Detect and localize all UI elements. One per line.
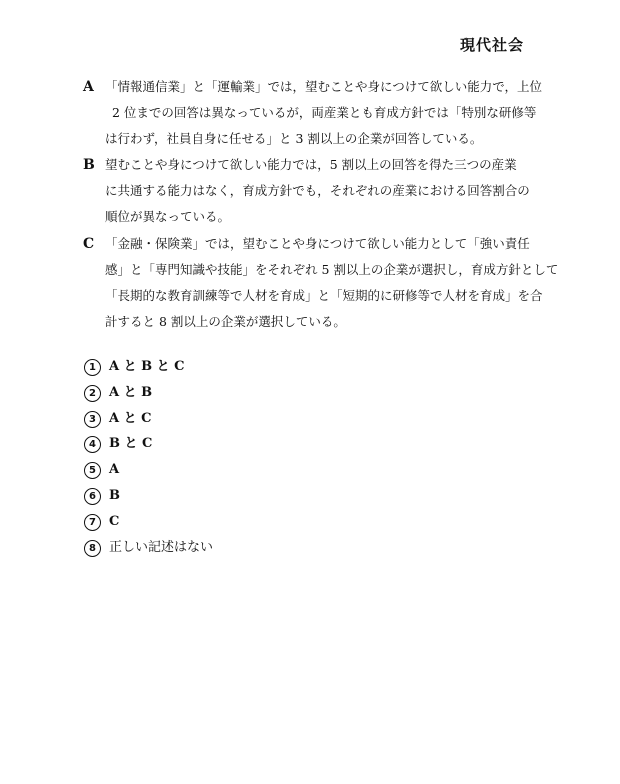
statement-line: 順位が異なっている。 <box>105 209 231 224</box>
statement-letter: A <box>83 79 94 95</box>
option-text: 正しい記述はない <box>109 540 214 555</box>
statement-line: 「金融・保険業」では，望むことや身につけて欲しい能力として「強い責任 <box>105 236 530 251</box>
option-text: B <box>109 488 120 503</box>
option-number-icon: 8 <box>84 540 101 557</box>
option-number-icon: 2 <box>84 385 101 402</box>
subject-title: 現代社会 <box>459 36 524 54</box>
option-number-icon: 6 <box>84 488 101 505</box>
option-number-icon: 3 <box>84 411 101 428</box>
option-number-icon: 5 <box>84 462 101 479</box>
statement-letter: B <box>83 157 95 173</box>
statement-line: 2 位までの回答は異なっているが，両産業とも育成方針では「特別な研修等 <box>112 105 537 120</box>
option-text: C <box>109 514 120 529</box>
statement-line: は行わず，社員自身に任せる」と 3 割以上の企業が回答している。 <box>105 131 483 146</box>
option-text: A <box>109 462 120 477</box>
statement-line: 望むことや身につけて欲しい能力では，5 割以上の回答を得た三つの産業 <box>105 157 517 172</box>
option-number-icon: 4 <box>84 436 101 453</box>
option-text: A と C <box>109 411 152 426</box>
statement-letter: C <box>83 236 95 252</box>
option-text: B と C <box>109 436 153 451</box>
statement-line: 計すると 8 割以上の企業が選択している。 <box>105 314 346 329</box>
option-number-icon: 1 <box>84 359 101 376</box>
statement-line: に共通する能力はなく，育成方針でも，それぞれの産業における回答割合の <box>105 183 530 198</box>
option-number-icon: 7 <box>84 514 101 531</box>
statement-line: 感」と「専門知識や技能」をそれぞれ 5 割以上の企業が選択し，育成方針として <box>105 262 559 277</box>
option-text: A と B と C <box>109 359 185 374</box>
option-text: A と B <box>109 385 153 400</box>
statement-line: 「長期的な教育訓練等で人材を育成」と「短期的に研修等で人材を育成」を合 <box>105 288 543 303</box>
statement-line: 「情報通信業」と「運輸業」では，望むことや身につけて欲しい能力で，上位 <box>105 79 543 94</box>
